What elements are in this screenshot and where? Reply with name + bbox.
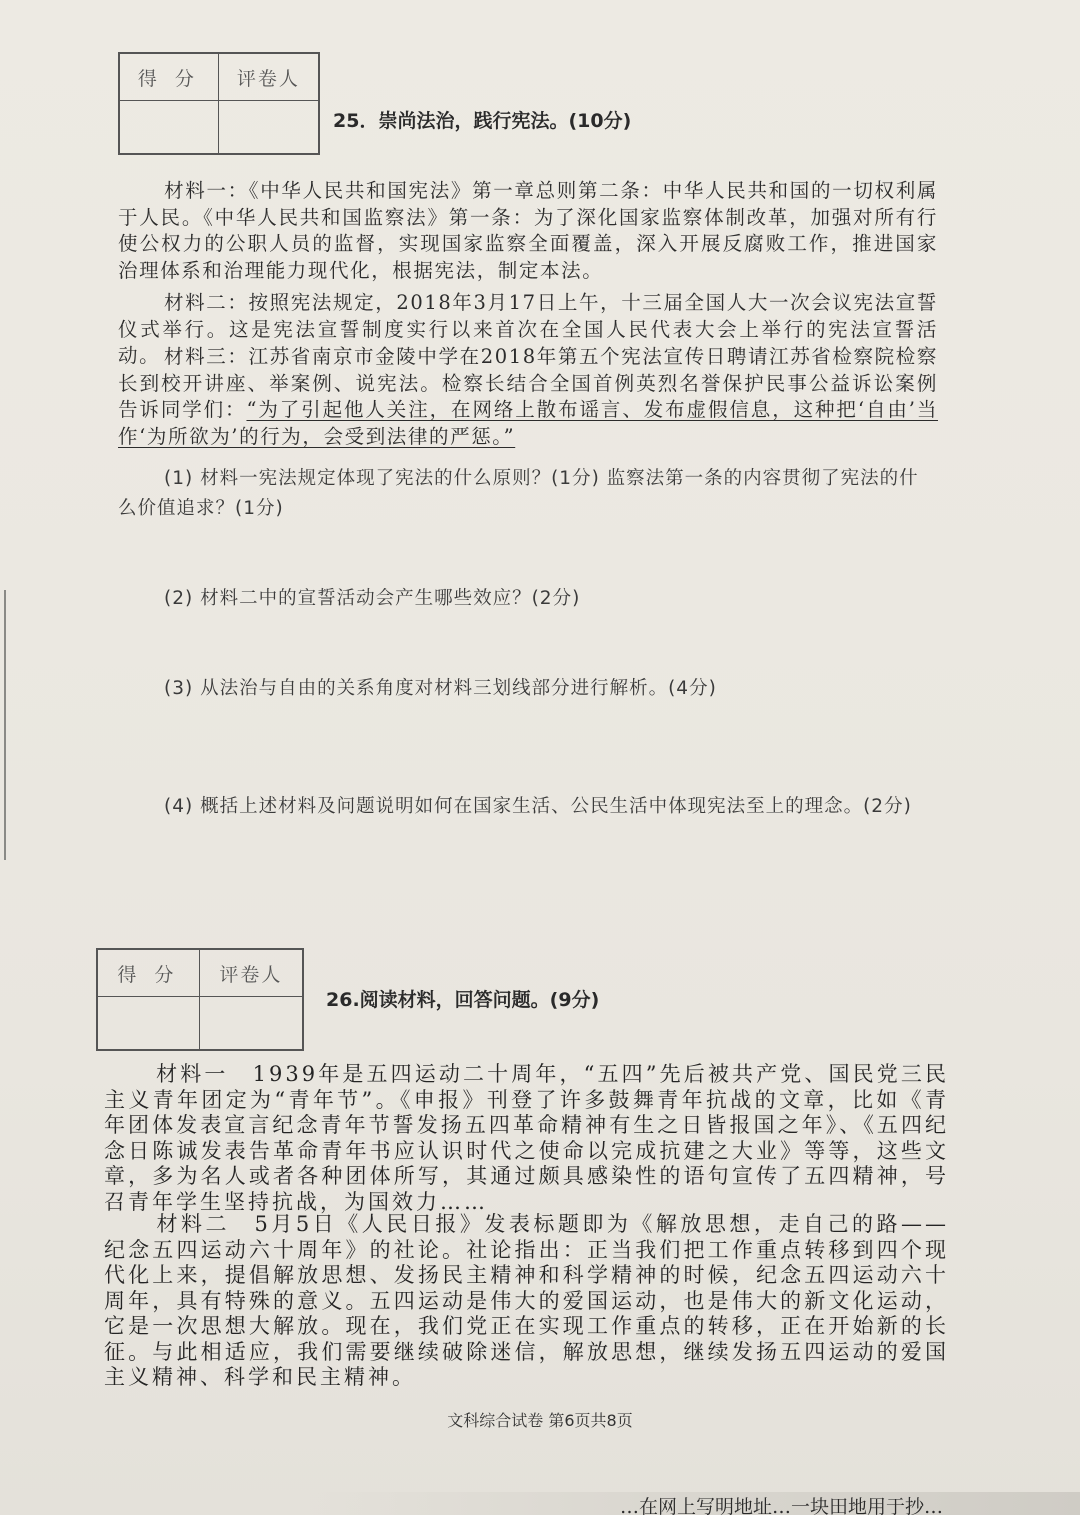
q25-material3: 材料三：江苏省南京市金陵中学在2018年第五个宪法宣传日聘请江苏省检察院检察长到校开讲座、举案例、说宪法。检察长结合全国首例英烈名誉保护民事公益诉讼案例告诉同学们：“为了引起他人关注，在网络上散布谣言、发布虚假信息，这种把‘自由’当作‘为所欲为’的行为，会受到法律的严惩。” [118, 345, 938, 448]
q25-question-2: (2) 材料二中的宣誓活动会产生哪些效应？(2分) [164, 588, 581, 609]
score-cell[interactable] [97, 997, 199, 1051]
next-page-fragment: …在网上写明地址…一块田地用于抄… [300, 1492, 1080, 1515]
score-box-q26 [96, 948, 304, 1051]
page-edge-shadow [0, 590, 6, 860]
q26-material2: 材料二 5月5日《人民日报》发表标题即为《解放思想，走自己的路——纪念五四运动六十周年》的社论。社论指出：正当我们把工作重点转移到四个现代化上来，提倡解放思想、发扬民主精神和科学精神的时候，纪念五四运动六十周年，具有特殊的意义。五四运动是伟大的爱国运动，也是伟大的新文化运动，它是一次思想大解放。现在，我们党正在实现工作重点的转移，正在开始新的长征。与此相适应，我们需要继续破除迷信，解放思想，继续发扬五四运动的爱国主义精神、科学和民主精神。 [104, 1212, 949, 1389]
grader-label: 评卷人 [218, 53, 319, 101]
q26-material1: 材料一 1939年是五四运动二十周年，“五四”先后被共产党、国民党三民主义青年团定为“青年节”。《申报》刊登了许多鼓舞青年抗战的文章，比如《青年团体发表宣言纪念青年节誓发扬五四革命精神有生之日皆报国之年》、《五四纪念日陈诚发表告革命青年书应认识时代之使命以完成抗建之大业》等等，这些文章，多为名人或者各种团体所写，其通过颇具感染性的语句宣传了五四精神，号召青年学生坚持抗战，为国效力…… [104, 1062, 949, 1214]
q25-material2: 材料二：按照宪法规定，2018年3月17日上午，十三届全国人大一次会议宪法宣誓仪式举行。这是宪法宣誓制度实行以来首次在全国人民代表大会上举行的宪法宣誓活动。 [118, 291, 938, 367]
q26-title: 26.阅读材料，回答问题。(9分) [326, 989, 600, 1011]
q25-question-4: (4) 概括上述材料及问题说明如何在国家生活、公民生活中体现宪法至上的理念。(2分) [164, 796, 912, 817]
underlined-quote: “为了引起他人关注，在网络上散布谣言、发布虚假信息，这种把‘自由’当作‘为所欲为’的行为，会受到法律的严惩。” [118, 398, 938, 448]
score-cell[interactable] [119, 101, 218, 155]
q25-question-1: (1) 材料一宪法规定体现了宪法的什么原则？(1分) 监察法第一条的内容贯彻了宪法的什么价值追求？(1分) [118, 468, 919, 519]
score-box-q25 [118, 52, 320, 155]
score-label: 得 分 [119, 53, 218, 101]
q25-title: 25．崇尚法治，践行宪法。(10分) [333, 110, 632, 132]
page-footer: 文科综合试卷 第6页共8页 [447, 1411, 633, 1430]
q25-material1: 材料一：《中华人民共和国宪法》第一章总则第二条：中华人民共和国的一切权利属于人民。《中华人民共和国监察法》第一条：为了深化国家监察体制改革，加强对所有行使公权力的公职人员的监督，实现国家监察全面覆盖，深入开展反腐败工作，推进国家治理体系和治理能力现代化，根据宪法，制定本法。 [118, 179, 938, 282]
q25-question-3: (3) 从法治与自由的关系角度对材料三划线部分进行解析。(4分) [164, 678, 717, 699]
grader-cell[interactable] [199, 997, 303, 1051]
grader-label: 评卷人 [199, 949, 303, 997]
score-label: 得 分 [97, 949, 199, 997]
grader-cell[interactable] [218, 101, 319, 155]
